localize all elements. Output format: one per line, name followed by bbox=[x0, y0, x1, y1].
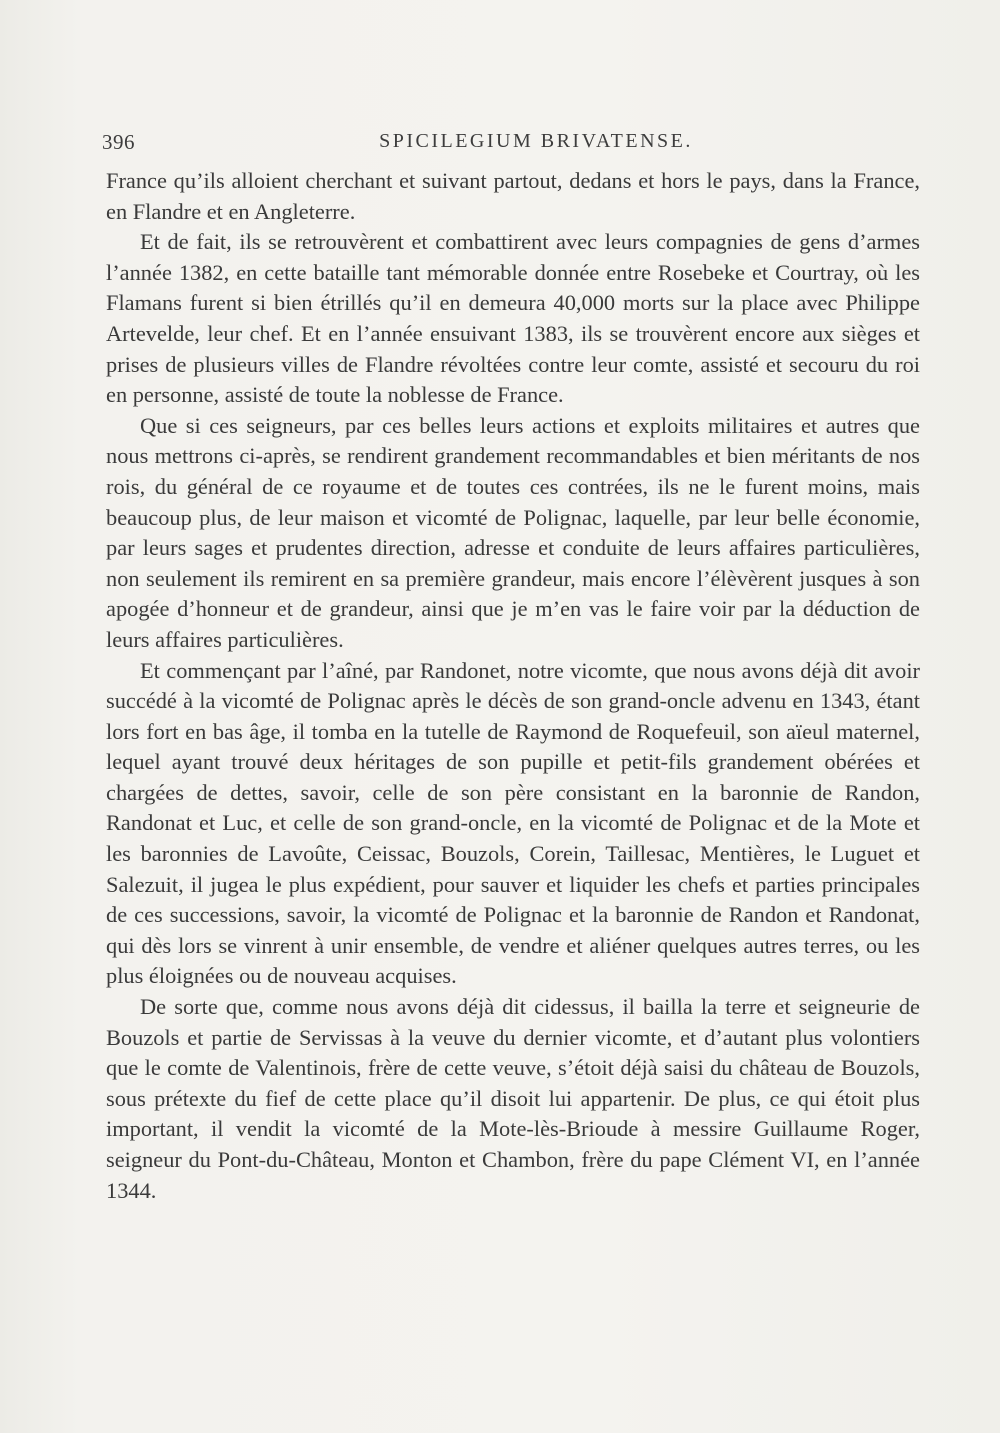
page-number: 396 bbox=[102, 130, 135, 154]
text-block bbox=[102, 120, 920, 1206]
paragraph: De sorte que, comme nous avons déjà dit cidessus, il bailla la terre et seigneurie de Bouzols et partie de Servissas à la veuve du dernier vicomte, et d’autant plus volontiers que le comte de Valentinois, frère de cette veuve, s’étoit déjà saisi du château de Bouzols, sous prétexte du fief de cette place qu’il disoit lui appartenir. De plus, ce qui étoit plus important, il vendit la vicomté de la Mote-lès-Brioude à messire Guillaume Roger, seigneur du Pont-du-Château, Monton et Chambon, frère du pape Clément VI, en l’année 1344. bbox=[106, 994, 920, 1203]
body-text bbox=[106, 166, 920, 1206]
running-title: SPICILEGIUM BRIVATENSE. bbox=[379, 130, 693, 152]
paragraph: Et de fait, ils se retrouvèrent et combattirent avec leurs compagnies de gens d’armes l’année 1382, en cette bataille tant mémorable donnée entre Rosebeke et Courtray, où les Flamans furent si bien étrillés qu’il en demeura 40,000 morts sur la place avec Philippe Artevelde, leur chef. Et en l’année ensuivant 1383, ils se trouvèrent encore aux sièges et prises de plusieurs villes de Flandre révoltées contre leur comte, assisté et secouru du roi en personne, assisté de toute la noblesse de France. bbox=[106, 229, 920, 408]
running-head bbox=[102, 120, 920, 166]
paragraph: Et commençant par l’aîné, par Randonet, notre vicomte, que nous avons déjà dit avoir succédé à la vicomté de Polignac après le décès de son grand-oncle advenu en 1343, étant lors fort en bas âge, il tomba en la tutelle de Raymond de Roquefeuil, son aïeul maternel, lequel ayant trouvé deux héritages de son pupille et petit-fils grandement obérées et chargées de dettes, savoir, celle de son père consistant en la baronnie de Randon, Randonat et Luc, et celle de son grand-oncle, en la vicomté de Polignac et de la Mote et les baronnies de Lavoûte, Ceissac, Bouzols, Corein, Taillesac, Mentières, le Luguet et Salezuit, il jugea le plus expédient, pour sauver et liquider les chefs et parties principales de ces successions, savoir, la vicomté de Polignac et la baronnie de Randon et Randonat, qui dès lors se vinrent à unir ensemble, de vendre et aliéner quelques autres terres, ou les plus éloignées ou de nouveau acquises. bbox=[106, 657, 920, 989]
paragraph-continued: France qu’ils alloient cherchant et suivant partout, dedans et hors le pays, dans la France, en Flandre et en Angleterre. bbox=[106, 168, 920, 224]
paragraph: Que si ces seigneurs, par ces belles leurs actions et exploits militaires et autres que nous mettrons ci-après, se rendirent grandement recommandables et bien méritants de nos rois, du général de ce royaume et de toutes ces contrées, ils ne le furent moins, mais beaucoup plus, de leur maison et vicomté de Polignac, laquelle, par leur belle économie, par leurs sages et prudentes direction, adresse et conduite de leurs affaires particulières, non seulement ils remirent en sa première grandeur, mais encore l’élèvèrent jusques à son apogée d’honneur et de grandeur, ainsi que je m’en vas le faire voir par la déduction de leurs affaires particulières. bbox=[106, 412, 920, 652]
